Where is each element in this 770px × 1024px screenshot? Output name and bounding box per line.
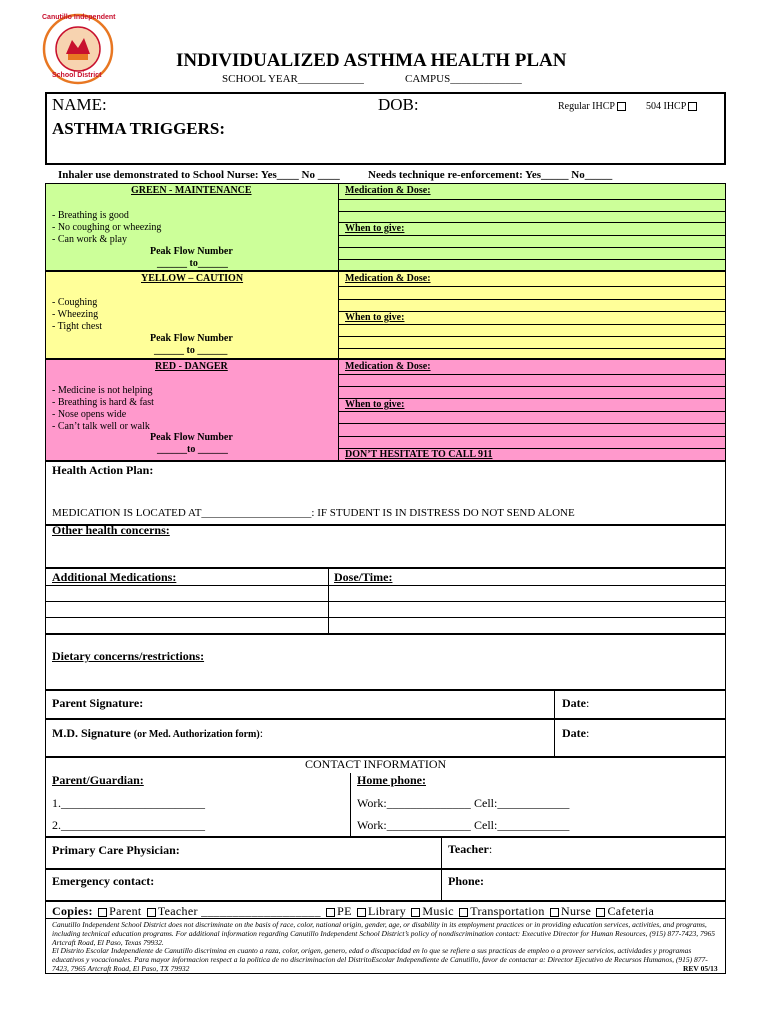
yellow-symptoms xyxy=(52,297,102,333)
cell-phone-1-field[interactable]: Cell:____________ xyxy=(474,796,570,810)
phone-label[interactable]: Phone: xyxy=(448,874,484,888)
date-text: Date xyxy=(562,726,586,740)
green-zone-title: GREEN - MAINTENANCE xyxy=(131,185,252,196)
dose-time-label[interactable]: Dose/Time: xyxy=(334,570,393,584)
list-item: - Nose opens wide xyxy=(52,409,127,420)
regular-ihcp-label: Regular IHCP xyxy=(558,101,615,112)
red-peak-range[interactable]: ______to ______ xyxy=(157,444,228,455)
parent-guardian-label[interactable]: Parent/Guardian: xyxy=(52,773,144,787)
dob-label[interactable]: DOB: xyxy=(378,95,419,114)
list-item: - Medicine is not helping xyxy=(52,385,153,396)
red-symptoms xyxy=(52,385,154,433)
other-health-concerns-label[interactable]: Other health concerns: xyxy=(52,523,170,537)
copies-label: Copies: xyxy=(52,904,93,918)
form-title: INDIVIDUALIZED ASTHMA HEALTH PLAN xyxy=(176,50,567,71)
list-item: - Can’t talk well or walk xyxy=(52,421,150,432)
copy-teacher[interactable]: Teacher ___________________ xyxy=(157,904,321,918)
regular-ihcp-option[interactable] xyxy=(558,101,628,112)
additional-medications-label[interactable]: Additional Medications: xyxy=(52,570,177,584)
copy-transportation: Transportation xyxy=(470,904,545,918)
work-phone-1-field[interactable]: Work:______________ xyxy=(357,796,471,810)
green-when-to-give[interactable]: When to give: xyxy=(345,223,405,234)
logo-text-bottom: School District xyxy=(52,72,102,79)
list-item: - Coughing xyxy=(52,297,98,308)
green-peak-flow: Peak Flow Number xyxy=(150,246,233,257)
checkbox-icon[interactable] xyxy=(357,908,366,917)
checkbox-icon[interactable] xyxy=(617,102,626,111)
md-date-label[interactable]: Date: xyxy=(562,726,590,740)
green-med-dose[interactable]: Medication & Dose: xyxy=(345,185,431,196)
ihcp-504-label: 504 IHCP xyxy=(646,101,687,112)
green-peak-range[interactable]: ______ to______ xyxy=(157,258,228,269)
md-signature-note: (or Med. Authorization form) xyxy=(133,729,260,740)
red-med-dose[interactable]: Medication & Dose: xyxy=(345,361,431,372)
green-symptoms xyxy=(52,210,161,246)
checkbox-icon[interactable] xyxy=(411,908,420,917)
work-phone-2-field[interactable]: Work:______________ xyxy=(357,818,471,832)
medication-location[interactable]: MEDICATION IS LOCATED AT____________________: IF STUDENT IS IN DISTRESS DO NOT SEND ALONE xyxy=(52,507,575,519)
parent-signature-label[interactable]: Parent Signature: xyxy=(52,696,144,710)
nondiscrimination-english: Canutillo Independent School District does not discriminate on the basis of race, color, national origin, gender, age, or disability in its employment practices or in providing education services, activities, and programs, including technical education programs. For additional information regarding Canutillo Independent School District’s policy of nondiscrimination contact: Executive Director for Human Resources, (915) 877-7423, 7965 Artcraft Road, El Paso, Texas 79932. xyxy=(52,920,715,947)
checkbox-icon[interactable] xyxy=(147,908,156,917)
inhaler-demonstrated[interactable]: Inhaler use demonstrated to School Nurse: Yes____ No ____ xyxy=(58,169,340,181)
red-peak-flow: Peak Flow Number xyxy=(150,432,233,443)
home-phone-label[interactable]: Home phone: xyxy=(357,773,426,787)
yellow-when-to-give[interactable]: When to give: xyxy=(345,312,405,323)
cell-phone-2-field[interactable]: Cell:____________ xyxy=(474,818,570,832)
list-item: - No coughing or wheezing xyxy=(52,222,162,233)
md-signature-text: M.D. Signature xyxy=(52,726,131,740)
yellow-med-dose[interactable]: Medication & Dose: xyxy=(345,273,431,284)
list-item: - Breathing is hard & fast xyxy=(52,397,154,408)
checkbox-icon[interactable] xyxy=(98,908,107,917)
checkbox-icon[interactable] xyxy=(550,908,559,917)
primary-care-physician-label[interactable]: Primary Care Physician: xyxy=(52,843,180,857)
technique-reenforcement[interactable]: Needs technique re-enforcement: Yes_____ No_____ xyxy=(368,169,613,181)
logo-text-top: Canutillo Independent xyxy=(42,14,116,21)
list-item: - Wheezing xyxy=(52,309,99,320)
yellow-zone-title: YELLOW – CAUTION xyxy=(141,273,244,284)
checkbox-icon[interactable] xyxy=(688,102,697,111)
revision-label: REV 05/13 xyxy=(683,964,718,973)
copy-cafeteria: Cafeteria xyxy=(607,904,655,918)
checkbox-icon[interactable] xyxy=(459,908,468,917)
yellow-peak-flow: Peak Flow Number xyxy=(150,333,233,344)
ihcp-504-option[interactable] xyxy=(646,101,699,112)
parent-signature-box xyxy=(45,690,726,719)
emergency-contact-label[interactable]: Emergency contact: xyxy=(52,874,155,888)
checkbox-icon[interactable] xyxy=(326,908,335,917)
nondiscrimination-spanish: El Distrito Escolar Independiente de Canutillo discrimina en cuanto a raza, color, origen, genero, edad o discapacidad en lo que se refiere a sus practicas de empleo o a proveer servicios, actividades y programas educativos y vocacionales. Para mayor informacion respect a la politica de no discriminacion del DistritoEscolar Independiente de Canutillo, favor de contactar a: Director Ejecutivo de Recursos Humanos, (915) 877-7423, 7965 Artcraft Road, El Paso, TX 79932 xyxy=(52,946,708,973)
health-action-plan-label[interactable]: Health Action Plan: xyxy=(52,463,154,477)
teacher-label[interactable]: Teacher: xyxy=(448,842,493,856)
copy-pe: PE xyxy=(337,904,352,918)
parent-date-label[interactable]: Date: xyxy=(562,696,590,710)
copy-parent: Parent xyxy=(109,904,142,918)
teacher-text: Teacher xyxy=(448,842,489,856)
dietary-concerns-label[interactable]: Dietary concerns/restrictions: xyxy=(52,649,205,663)
school-year-field[interactable]: SCHOOL YEAR____________ xyxy=(222,73,364,85)
red-zone-title: RED - DANGER xyxy=(155,361,228,372)
contact-info-heading: CONTACT INFORMATION xyxy=(305,757,447,771)
campus-field[interactable]: CAMPUS_____________ xyxy=(405,73,522,85)
asthma-triggers-label[interactable]: ASTHMA TRIGGERS: xyxy=(52,119,226,138)
copy-nurse: Nurse xyxy=(560,904,592,918)
call-911-warning: DON’T HESITATE TO CALL 911 xyxy=(345,449,493,460)
list-item: - Can work & play xyxy=(52,234,127,245)
red-when-to-give[interactable]: When to give: xyxy=(345,399,405,410)
guardian-1-field[interactable]: 1.________________________ xyxy=(52,796,205,810)
copy-library: Library xyxy=(368,904,407,918)
checkbox-icon[interactable] xyxy=(596,908,605,917)
name-label[interactable]: NAME: xyxy=(52,95,107,114)
md-signature-label[interactable]: M.D. Signature (or Med. Authorization form): xyxy=(52,726,264,740)
list-item: - Breathing is good xyxy=(52,210,129,221)
district-logo xyxy=(38,12,118,86)
copies-row xyxy=(52,904,654,919)
date-text: Date xyxy=(562,696,586,710)
list-item: - Tight chest xyxy=(52,321,103,332)
yellow-peak-range[interactable]: ______ to ______ xyxy=(154,345,228,356)
copy-music: Music xyxy=(422,904,454,918)
guardian-2-field[interactable]: 2.________________________ xyxy=(52,818,205,832)
